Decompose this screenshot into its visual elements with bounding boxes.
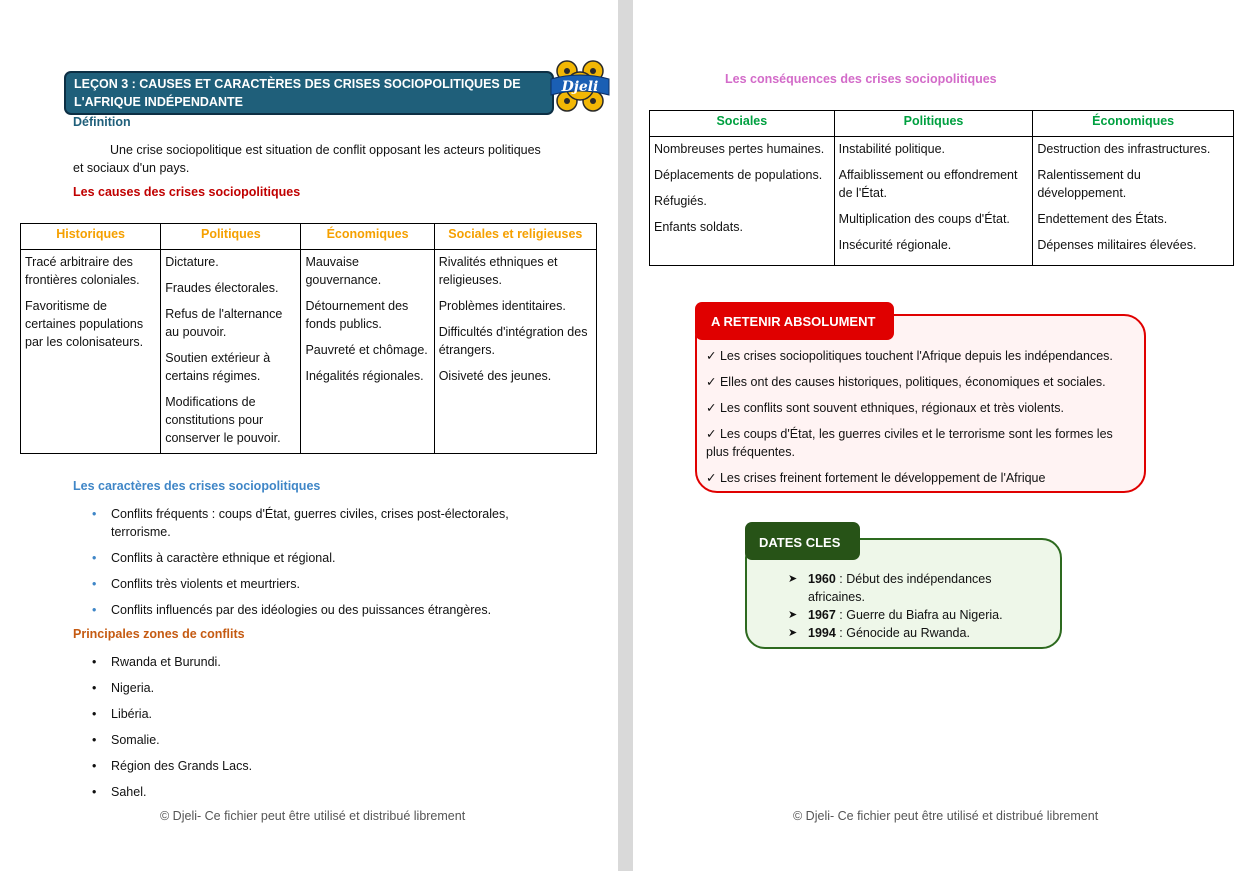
list-item: • Somalie. — [92, 733, 160, 747]
consequence-item: Endettement des États. — [1037, 212, 1168, 226]
bullet-icon: • — [92, 707, 97, 721]
cause-item: Modifications de constitutions pour conserver le pouvoir. — [165, 395, 281, 445]
caracteres-list — [73, 505, 513, 627]
consequence-item: Affaiblissement ou effondrement de l'État. — [838, 168, 1018, 200]
causes-header-sociales: Sociales et religieuses — [434, 224, 596, 250]
caracteres-heading: Les caractères des crises sociopolitiques — [73, 479, 321, 493]
list-item — [788, 624, 1018, 642]
list-item: • Libéria. — [92, 707, 152, 721]
checkmark-icon: ✓ — [706, 375, 717, 389]
bullet-icon: • — [92, 681, 97, 695]
consequences-table — [649, 110, 1234, 266]
cause-item: Refus de l'alternance au pouvoir. — [165, 307, 283, 339]
causes-cell-economiques — [301, 250, 434, 454]
list-item: • Conflits influencés par des idéologies ou des puissances étrangères. — [92, 603, 492, 617]
consequences-header-economiques: Économiques — [1033, 111, 1234, 137]
consequence-item: Enfants soldats. — [654, 220, 743, 234]
dates-list — [788, 570, 1018, 642]
bullet-icon: • — [92, 655, 97, 669]
cause-item: Soutien extérieur à certains régimes. — [165, 351, 271, 383]
retenir-list — [706, 347, 1134, 495]
date-text: : Début des indépendances africaines. — [808, 572, 992, 604]
cause-item: Fraudes électorales. — [165, 281, 279, 295]
list-item: ✓ Les crises freinent fortement le développement de l'Afrique — [706, 471, 1046, 485]
list-item: • Conflits très violents et meurtriers. — [92, 577, 300, 591]
cause-item: Favoritisme de certaines populations par les colonisateurs. — [25, 299, 144, 349]
date-text: : Génocide au Rwanda. — [835, 626, 970, 640]
consequence-item: Nombreuses pertes humaines. — [654, 142, 825, 156]
bullet-icon: • — [92, 551, 97, 565]
bullet-icon: • — [92, 759, 97, 773]
causes-cell-historiques — [21, 250, 161, 454]
checkmark-icon: ✓ — [706, 349, 717, 363]
document-page-2 — [633, 0, 1251, 871]
cause-item: Pauvreté et chômage. — [305, 343, 428, 357]
bullet-icon: • — [92, 785, 97, 799]
list-item: • Région des Grands Lacs. — [92, 759, 253, 773]
consequence-item: Dépenses militaires élevées. — [1037, 238, 1197, 252]
consequences-cell-politiques — [834, 137, 1033, 266]
zones-list — [73, 653, 373, 809]
list-item: • Nigeria. — [92, 681, 155, 695]
consequences-cell-economiques — [1033, 137, 1234, 266]
definition-text: Une crise sociopolitique est situation de conflit opposant les acteurs politiques et sociaux d'un pays. — [73, 143, 541, 175]
date-text: : Guerre du Biafra au Nigeria. — [835, 608, 1003, 622]
document-page-1 — [0, 0, 618, 871]
consequence-item: Destruction des infrastructures. — [1037, 142, 1211, 156]
list-item: ✓ Les conflits sont souvent ethniques, régionaux et très violents. — [706, 401, 1064, 415]
zones-heading: Principales zones de conflits — [73, 627, 245, 641]
list-item: • Sahel. — [92, 785, 147, 799]
bullet-icon: • — [92, 507, 97, 521]
bullet-icon: • — [92, 577, 97, 591]
definition-heading: Définition — [73, 115, 131, 129]
checkmark-icon: ✓ — [706, 471, 717, 485]
checkmark-icon: ✓ — [706, 427, 717, 441]
cause-item: Mauvaise gouvernance. — [305, 255, 382, 287]
cause-item: Détournement des fonds publics. — [305, 299, 409, 331]
date-year: 1960 — [808, 572, 836, 586]
lesson-title: LEÇON 3 : CAUSES ET CARACTÈRES DES CRISES SOCIOPOLITIQUES DE L'AFRIQUE INDÉPENDANTE — [64, 71, 554, 115]
cause-item: Difficultés d'intégration des étrangers. — [438, 325, 588, 357]
cause-item: Problèmes identitaires. — [438, 299, 566, 313]
cause-item: Inégalités régionales. — [305, 369, 424, 383]
consequence-item: Ralentissement du développement. — [1037, 168, 1141, 200]
list-item: • Conflits à caractère ethnique et régional. — [92, 551, 336, 565]
list-item: ✓ Les coups d'État, les guerres civiles et le terrorisme sont les formes les plus fréquentes. — [706, 427, 1113, 459]
causes-cell-sociales — [434, 250, 596, 454]
consequence-item: Insécurité régionale. — [838, 238, 952, 252]
date-year: 1967 — [808, 608, 836, 622]
page-footer: © Djeli- Ce fichier peut être utilisé et distribué librement — [160, 809, 466, 823]
causes-header-economiques: Économiques — [301, 224, 434, 250]
arrow-right-icon: ➤ — [788, 627, 798, 639]
list-item — [788, 570, 1018, 606]
retenir-title: A RETENIR ABSOLUMENT — [695, 302, 894, 340]
causes-heading: Les causes des crises sociopolitiques — [73, 185, 301, 199]
dates-title: DATES CLES — [745, 522, 860, 560]
causes-table — [20, 223, 597, 454]
bullet-icon: • — [92, 603, 97, 617]
list-item: ✓ Elles ont des causes historiques, politiques, économiques et sociales. — [706, 375, 1106, 389]
svg-text:Djeli: Djeli — [561, 79, 599, 95]
causes-header-politiques: Politiques — [161, 224, 301, 250]
consequence-item: Réfugiés. — [654, 194, 707, 208]
djeli-logo — [547, 57, 613, 115]
causes-header-historiques: Historiques — [21, 224, 161, 250]
consequence-item: Instabilité politique. — [838, 142, 945, 156]
list-item: • Conflits fréquents : coups d'État, guerres civiles, crises post-électorales, terrorisme. — [92, 507, 509, 539]
checkmark-icon: ✓ — [706, 401, 717, 415]
list-item — [788, 606, 1018, 624]
arrow-right-icon: ➤ — [788, 573, 798, 585]
consequence-item: Déplacements de populations. — [654, 168, 823, 182]
bullet-icon: • — [92, 733, 97, 747]
cause-item: Oisiveté des jeunes. — [438, 369, 552, 383]
consequences-header-sociales: Sociales — [650, 111, 835, 137]
list-item: • Rwanda et Burundi. — [92, 655, 221, 669]
page-footer: © Djeli- Ce fichier peut être utilisé et distribué librement — [793, 809, 1099, 823]
causes-cell-politiques — [161, 250, 301, 454]
consequences-cell-sociales — [650, 137, 835, 266]
arrow-right-icon: ➤ — [788, 609, 798, 621]
date-year: 1994 — [808, 626, 836, 640]
cause-item: Tracé arbitraire des frontières coloniales. — [25, 255, 140, 287]
consequence-item: Multiplication des coups d'État. — [838, 212, 1010, 226]
consequences-heading: Les conséquences des crises sociopolitiques — [725, 72, 997, 86]
list-item: ✓ Les crises sociopolitiques touchent l'Afrique depuis les indépendances. — [706, 349, 1113, 363]
consequences-header-politiques: Politiques — [834, 111, 1033, 137]
cause-item: Rivalités ethniques et religieuses. — [438, 255, 558, 287]
cause-item: Dictature. — [165, 255, 219, 269]
